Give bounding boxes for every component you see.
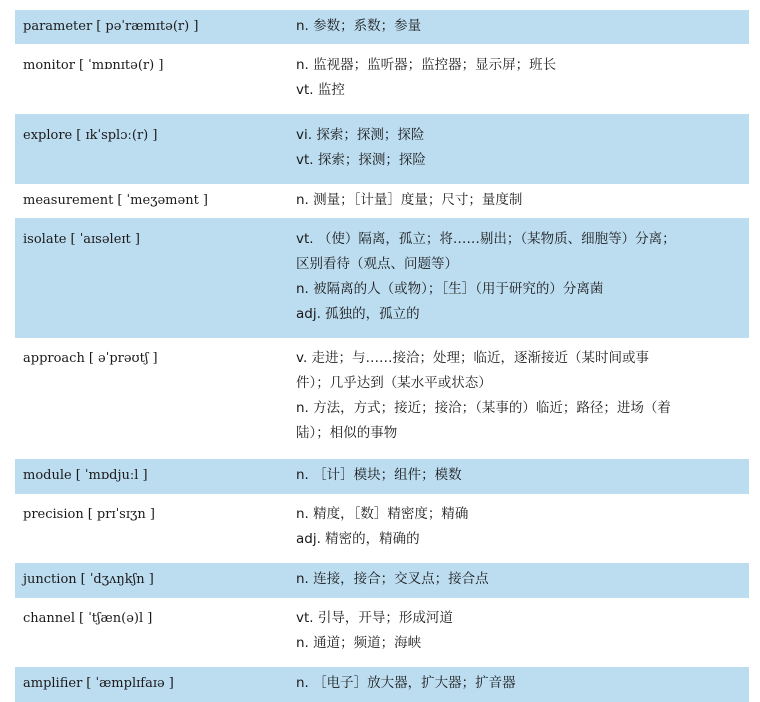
phonetic: [ prɪˈsɪʒn ]: [87, 507, 155, 522]
vocab-row-precision: [15, 494, 749, 563]
word-cell: [15, 188, 296, 213]
word-cell: [15, 123, 296, 148]
definition-line: v. 走进；与……接洽；处理；临近，逐渐接近（某时间或事: [296, 350, 650, 366]
definition-line: vt. （使）隔离，孤立；将……剔出；（某物质、细胞等）分离；: [296, 231, 676, 247]
vocab-row-junction: [15, 563, 749, 598]
phonetic: [ ˈmɒdjuːl ]: [75, 468, 148, 483]
vocab-row-monitor: [15, 44, 749, 114]
headword: approach: [23, 351, 85, 366]
definition-line: vt. 探索；探测；探险: [296, 152, 426, 168]
definition-cell: [296, 188, 749, 213]
word-cell: [15, 502, 296, 527]
definition-line: n. 方法，方式；接近；接洽；（某事的）临近；路径；进场（着: [296, 400, 671, 416]
word-cell: [15, 14, 296, 39]
word-cell: [15, 227, 296, 252]
headword: monitor: [23, 58, 75, 73]
headword: measurement: [23, 193, 114, 208]
headword: module: [23, 468, 72, 483]
phonetic: [ ˈmɒnɪtə(r) ]: [78, 58, 164, 73]
headword: channel: [23, 611, 75, 626]
headword: explore: [23, 128, 73, 143]
word-cell: [15, 346, 296, 371]
phonetic: [ ɪkˈsplɔː(r) ]: [76, 128, 158, 143]
definition-line: vt. 引导，开导；形成河道: [296, 610, 453, 626]
definition-line: 件）；几乎达到（某水平或状态）: [296, 375, 492, 391]
definition-line: vi. 探索；探测；探险: [296, 127, 425, 143]
definition-cell: [296, 463, 749, 488]
headword: parameter: [23, 19, 93, 34]
headword: amplifier: [23, 676, 83, 691]
definition-line: n. ［电子］放大器，扩大器；扩音器: [296, 675, 516, 691]
headword: junction: [23, 572, 77, 587]
definition-cell: [296, 671, 749, 696]
phonetic: [ ˈaɪsəleɪt ]: [70, 232, 140, 247]
vocab-row-approach: [15, 338, 749, 459]
definition-line: n. ［计］模块；组件；模数: [296, 467, 462, 483]
vocab-row-module: [15, 459, 749, 494]
phonetic: [ əˈprəʊtʃ ]: [88, 351, 158, 366]
phonetic: [ ˈtʃæn(ə)l ]: [79, 611, 153, 626]
definition-cell: [296, 227, 749, 327]
phonetic: [ ˈæmplɪfaɪə ]: [86, 676, 174, 691]
headword: precision: [23, 507, 84, 522]
vocab-row-measurement: [15, 184, 749, 218]
definition-cell: [296, 606, 749, 656]
definition-line: n. 连接，接合；交叉点；接合点: [296, 571, 489, 587]
definition-cell: [296, 123, 749, 173]
vocab-row-channel: [15, 598, 749, 667]
definition-cell: [296, 14, 749, 39]
definition-line: n. 监视器；监听器；监控器；显示屏；班长: [296, 57, 557, 73]
definition-line: n. 精度，［数］精密度；精确: [296, 506, 469, 522]
word-cell: [15, 606, 296, 631]
definition-line: 区别看待（观点、问题等）: [296, 256, 458, 272]
definition-line: n. 被隔离的人（或物）；［生］（用于研究的）分离菌: [296, 281, 604, 297]
definition-line: adj. 精密的，精确的: [296, 531, 420, 547]
definition-line: n. 通道；频道；海峡: [296, 635, 422, 651]
phonetic: [ ˈdʒʌŋkʃn ]: [80, 572, 154, 587]
headword: isolate: [23, 232, 67, 247]
definition-line: vt. 监控: [296, 82, 345, 98]
definition-cell: [296, 567, 749, 592]
definition-cell: [296, 502, 749, 552]
definition-line: n. 测量；［计量］度量；尺寸；量度制: [296, 192, 523, 208]
definition-line: n. 参数；系数；参量: [296, 18, 422, 34]
word-cell: [15, 671, 296, 696]
word-cell: [15, 567, 296, 592]
vocab-row-amplifier: [15, 667, 749, 702]
phonetic: [ ˈmeʒəmənt ]: [117, 193, 208, 208]
vocab-row-parameter: [15, 10, 749, 44]
phonetic: [ pəˈræmɪtə(r) ]: [96, 19, 199, 34]
definition-line: 陆）；相似的事物: [296, 425, 398, 441]
word-cell: [15, 53, 296, 78]
vocab-row-isolate: [15, 218, 749, 338]
definition-cell: [296, 53, 749, 103]
definition-cell: [296, 346, 749, 446]
word-cell: [15, 463, 296, 488]
vocab-row-explore: [15, 114, 749, 184]
definition-line: adj. 孤独的，孤立的: [296, 306, 420, 322]
vocabulary-table: [15, 10, 749, 702]
